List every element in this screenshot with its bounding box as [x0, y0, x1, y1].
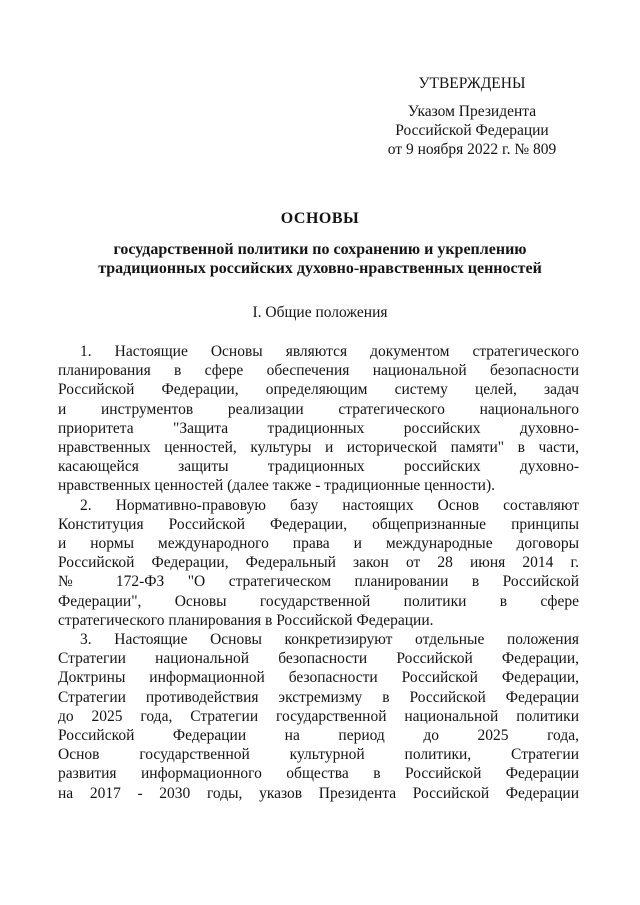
text-line: до 2025 года, Стратегии государственной национальной политики — [58, 707, 579, 725]
text-line: планирования в сфере обеспечения национальной безопасности — [58, 362, 579, 380]
paragraph — [58, 342, 579, 496]
text-line: Российской Федерации, определяющим систему целей, задач — [58, 381, 579, 399]
text-line: приоритета "Защита традиционных российских духовно- — [58, 419, 579, 437]
text-line: Российской Федерации, Федеральный закон от 28 июня 2014 г. — [58, 554, 579, 572]
approval-by-line2: Российской Федерации — [395, 122, 549, 139]
text-line: Конституция Российской Федерации, общепризнанные принципы — [58, 515, 579, 533]
document-body — [58, 342, 579, 803]
approval-stamp — [372, 74, 572, 159]
text-line: нравственных ценностей, культуры и исторической памяти" в части, — [58, 439, 579, 457]
text-line: Основ государственной культурной политики, Стратегии — [58, 746, 579, 764]
approval-date-line: от 9 ноября 2022 г. № 809 — [387, 141, 557, 158]
text-line: Доктрины информационной безопасности Российской Федерации, — [58, 669, 579, 687]
text-line: нравственных ценностей (далее также - традиционные ценности). — [58, 477, 496, 495]
text-line: 2. Нормативно-правовую базу настоящих Основ составляют — [80, 496, 579, 514]
text-line: 3. Настоящие Основы конкретизируют отдельные положения — [80, 631, 579, 649]
text-line: и нормы международного права и международные договоры — [58, 535, 579, 553]
approval-by-line1: Указом Президента — [407, 103, 537, 120]
section-heading: I. Общие положения — [252, 304, 388, 321]
paragraph — [58, 630, 579, 803]
text-line: Российской Федерации на период до 2025 года, — [58, 727, 579, 745]
approval-status: УТВЕРЖДЕНЫ — [418, 75, 526, 92]
paragraph — [58, 496, 579, 630]
text-line: касающейся защиты традиционных российских духовно- — [58, 458, 579, 476]
text-line: Стратегии национальной безопасности Российской Федерации, — [58, 650, 579, 668]
text-line: и инструментов реализации стратегического национального — [58, 400, 579, 418]
text-line: стратегического планирования в Российской Федерации. — [58, 611, 434, 629]
document-title-block — [56, 209, 584, 278]
document-title: ОСНОВЫ — [280, 210, 360, 227]
text-line: Федерации", Основы государственной политики в сфере — [58, 592, 579, 610]
text-line: № 172-ФЗ "О стратегическом планировании в Российской — [58, 573, 579, 591]
text-line: развития информационного общества в Российской Федерации — [58, 765, 579, 783]
document-subtitle-line2: традиционных российских духовно-нравственных ценностей — [98, 260, 542, 277]
text-line: 1. Настоящие Основы являются документом стратегического — [80, 343, 579, 360]
text-line: на 2017 - 2030 годы, указов Президента Российской Федерации — [58, 784, 579, 802]
document-subtitle-line1: государственной политики по сохранению и укреплению — [113, 241, 527, 258]
text-line: Стратегии противодействия экстремизму в Российской Федерации — [58, 688, 579, 706]
